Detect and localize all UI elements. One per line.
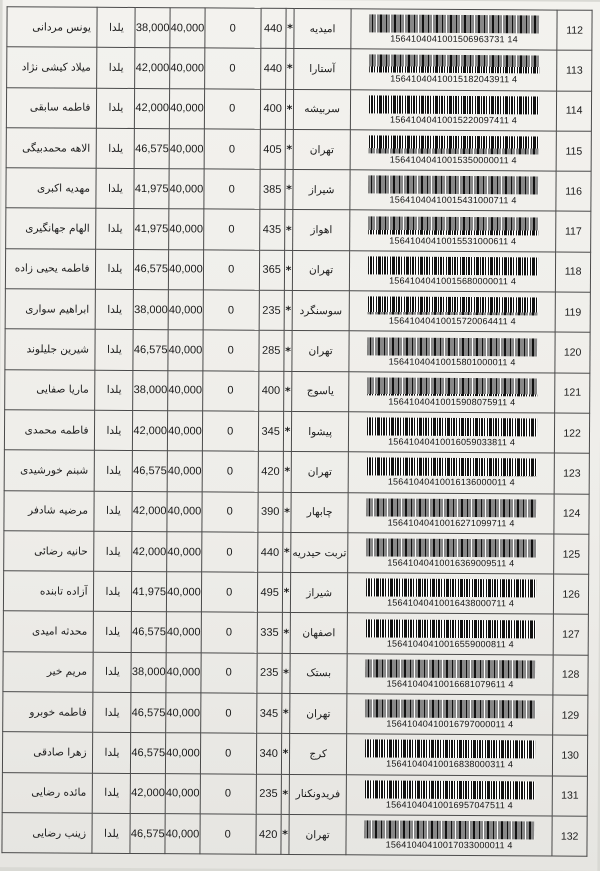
destination-city: تربت حیدریه (291, 532, 348, 573)
recipient-name: شبنم خورشیدی (4, 450, 95, 491)
destination-city: پیشوا (292, 411, 349, 452)
amount-b: 42,000 (135, 88, 170, 129)
destination-city: تهران (290, 693, 347, 734)
mark: * (281, 814, 290, 854)
zero-value: 0 (200, 774, 256, 815)
barcode-cell (348, 492, 554, 534)
weight-value: 400 (258, 371, 283, 411)
barcode-cell (348, 452, 554, 494)
barcode-cell (347, 573, 553, 615)
destination-city: تهران (291, 452, 348, 493)
amount-a: 40,000 (166, 572, 201, 613)
table-row (3, 692, 588, 736)
barcode-number: 15641040410016059033811 4 (388, 436, 516, 448)
shipment-table (1, 6, 592, 857)
mark: * (284, 331, 293, 371)
amount-b: 38,000 (135, 7, 170, 48)
zero-value: 0 (202, 491, 258, 532)
mark: * (284, 290, 293, 330)
zero-value: 0 (204, 169, 260, 210)
destination-city: اصفهان (290, 613, 347, 654)
mark: * (282, 653, 291, 693)
zero-value: 0 (204, 48, 260, 89)
amount-b: 46,575 (131, 693, 166, 734)
barcode-number: 15641040410016369009511 4 (387, 557, 515, 569)
mark: * (285, 129, 294, 169)
table-row (5, 248, 590, 292)
barcode-cell (346, 774, 552, 816)
table-row (6, 208, 591, 252)
destination-city: تهران (292, 331, 349, 372)
amount-b: 46,575 (132, 612, 167, 653)
table-row (6, 168, 591, 212)
zero-value: 0 (202, 451, 258, 492)
barcode-number: 15641040410016271099711 4 (387, 517, 515, 529)
recipient-name: فاطمه سابقی (6, 87, 97, 128)
table-row (2, 772, 587, 816)
package-type: یلدا (93, 773, 131, 814)
destination-city: آستارا (294, 49, 351, 90)
package-type: یلدا (96, 209, 134, 250)
barcode-cell (349, 251, 555, 293)
package-type: یلدا (96, 249, 134, 290)
barcode-image (366, 458, 536, 477)
barcode-number: 15641040410015680000011 4 (389, 275, 517, 287)
recipient-name: زینب رضایی (2, 813, 93, 854)
row-number: 118 (556, 252, 591, 293)
barcode-image (364, 820, 534, 839)
table-row (6, 87, 591, 131)
destination-city: سربیشه (294, 89, 351, 130)
barcode-cell (348, 533, 554, 575)
zero-value: 0 (200, 693, 256, 734)
package-type: یلدا (97, 88, 135, 129)
weight-value: 340 (256, 734, 281, 774)
barcode-image (365, 659, 535, 678)
row-number: 114 (557, 91, 592, 132)
zero-value: 0 (202, 371, 258, 412)
weight-value: 440 (260, 8, 285, 48)
barcode-cell (349, 331, 555, 373)
row-number: 131 (552, 776, 587, 817)
barcode-cell (346, 815, 552, 857)
weight-value: 390 (257, 492, 282, 532)
package-type: یلدا (94, 491, 132, 532)
barcode-image (369, 95, 539, 114)
barcode-cell (351, 49, 557, 91)
recipient-name: الاهه محمدبیگی (6, 128, 97, 169)
weight-value: 235 (256, 653, 281, 693)
barcode-image (365, 700, 535, 719)
weight-value: 345 (256, 693, 281, 733)
barcode-image (367, 418, 537, 437)
weight-value: 435 (259, 210, 284, 250)
amount-b: 46,575 (130, 813, 165, 854)
zero-value: 0 (201, 572, 257, 613)
table-row (3, 651, 588, 695)
barcode-cell (350, 170, 556, 212)
destination-city: تهران (293, 250, 350, 291)
zero-value: 0 (205, 8, 261, 49)
amount-b: 46,575 (131, 733, 166, 774)
recipient-name: فاطمه محمدی (4, 410, 95, 451)
amount-b: 42,000 (132, 491, 167, 532)
amount-a: 40,000 (170, 8, 205, 49)
package-type: یلدا (95, 451, 133, 492)
table-row (5, 289, 590, 333)
zero-value: 0 (203, 250, 259, 291)
package-type: یلدا (95, 410, 133, 451)
recipient-name: شیرین جلیلوند (5, 329, 96, 370)
weight-value: 235 (259, 290, 284, 330)
mark: * (282, 573, 291, 613)
amount-a: 40,000 (167, 411, 202, 452)
amount-b: 42,000 (132, 531, 167, 572)
weight-value: 345 (258, 411, 283, 451)
recipient-name: مریم خیر (3, 651, 94, 692)
amount-a: 40,000 (168, 249, 203, 290)
zero-value: 0 (202, 411, 258, 452)
mark: * (282, 613, 291, 653)
amount-a: 40,000 (166, 733, 201, 774)
destination-city: اهواز (293, 210, 350, 251)
barcode-image (365, 740, 535, 759)
recipient-name: زهرا صادقی (2, 732, 93, 773)
barcode-number: 15641040410015350000011 4 (389, 154, 517, 166)
recipient-name: الهام جهانگیری (6, 208, 97, 249)
recipient-name: فاطمه یحیی زاده (5, 248, 96, 289)
barcode-image (369, 15, 539, 34)
row-number: 126 (554, 574, 589, 615)
recipient-name: ماریا صفایی (5, 369, 96, 410)
mark: * (281, 693, 290, 733)
amount-b: 46,575 (133, 330, 168, 371)
recipient-name: یونس مردانی (7, 7, 98, 48)
zero-value: 0 (201, 612, 257, 653)
package-type: یلدا (93, 652, 131, 693)
barcode-image (368, 216, 538, 235)
barcode-cell (351, 9, 557, 51)
weight-value: 440 (257, 532, 282, 572)
weight-value: 235 (256, 774, 281, 814)
table-row (5, 329, 590, 373)
package-type: یلدا (93, 733, 131, 774)
amount-b: 41,975 (134, 209, 169, 250)
amount-b: 38,000 (131, 652, 166, 693)
mark: * (282, 532, 291, 572)
destination-city: یاسوج (292, 371, 349, 412)
amount-a: 40,000 (169, 209, 204, 250)
row-number: 127 (553, 615, 588, 656)
table-row (4, 410, 589, 454)
mark: * (285, 89, 294, 129)
package-type: یلدا (94, 531, 132, 572)
destination-city: کرج (290, 734, 347, 775)
weight-value: 285 (258, 331, 283, 371)
package-type: یلدا (92, 813, 130, 854)
package-type: یلدا (97, 128, 135, 169)
row-number: 113 (557, 50, 592, 91)
row-number: 117 (556, 212, 591, 253)
package-type: یلدا (95, 330, 133, 371)
table-row (3, 611, 588, 655)
barcode-cell (347, 613, 553, 655)
package-type: یلدا (94, 612, 132, 653)
destination-city: امیدیه (294, 8, 351, 49)
amount-a: 40,000 (166, 612, 201, 653)
amount-a: 40,000 (169, 129, 204, 170)
recipient-name: مهدیه اکبری (6, 168, 97, 209)
table-row (6, 128, 591, 172)
amount-a: 40,000 (167, 532, 202, 573)
table-row (2, 813, 587, 857)
barcode-number: 15641040410015801000011 4 (388, 356, 516, 367)
barcode-image (366, 538, 536, 557)
amount-a: 40,000 (170, 48, 205, 89)
table-row (7, 7, 592, 51)
amount-a: 40,000 (168, 370, 203, 411)
package-type: یلدا (94, 571, 132, 612)
mark: * (283, 452, 292, 492)
zero-value: 0 (200, 814, 256, 855)
destination-city: فریدونکنار (289, 774, 346, 815)
barcode-image (366, 498, 536, 517)
amount-a: 40,000 (165, 814, 200, 855)
zero-value: 0 (204, 89, 260, 130)
amount-b: 38,000 (133, 290, 168, 331)
row-number: 123 (554, 453, 589, 494)
barcode-image (369, 55, 539, 74)
amount-a: 40,000 (169, 88, 204, 129)
mark: * (284, 210, 293, 250)
row-number: 125 (554, 534, 589, 575)
table-row (4, 450, 589, 494)
barcode-image (368, 176, 538, 195)
zero-value: 0 (201, 653, 257, 694)
amount-a: 40,000 (167, 491, 202, 532)
recipient-name: حانیه رضائی (4, 531, 95, 572)
amount-b: 42,000 (131, 773, 166, 814)
destination-city: بستک (290, 653, 347, 694)
weight-value: 385 (259, 169, 284, 209)
package-type: یلدا (96, 168, 134, 209)
table-row (5, 369, 590, 413)
amount-b: 42,000 (133, 410, 168, 451)
amount-b: 38,000 (133, 370, 168, 411)
row-number: 122 (555, 413, 590, 454)
table-row (2, 732, 587, 776)
weight-value: 420 (255, 814, 280, 854)
barcode-cell (350, 89, 556, 131)
barcode-cell (350, 210, 556, 252)
barcode-number: 15641040410015531000611 4 (389, 235, 517, 246)
weight-value: 365 (259, 250, 284, 290)
zero-value: 0 (204, 129, 260, 170)
destination-city: شیراز (293, 170, 350, 211)
weight-value: 495 (257, 572, 282, 612)
zero-value: 0 (201, 532, 257, 573)
package-type: یلدا (97, 48, 135, 89)
amount-b: 46,575 (134, 249, 169, 290)
recipient-name: فاطمه خوبرو (3, 692, 94, 733)
barcode-image (368, 256, 538, 275)
weight-value: 405 (260, 129, 285, 169)
recipient-name: مرضیه شادفر (4, 490, 95, 531)
recipient-name: محدثه امیدی (3, 611, 94, 652)
weight-value: 440 (260, 49, 285, 89)
package-type: یلدا (95, 370, 133, 411)
amount-b: 46,575 (133, 451, 168, 492)
barcode-image (364, 780, 534, 799)
barcode-number: 15641040410016438000711 4 (387, 597, 515, 609)
barcode-image (367, 377, 537, 396)
barcode-number: 15641040410015431000711 4 (389, 194, 517, 206)
row-number: 120 (555, 332, 590, 373)
recipient-name: ابراهیم سواری (5, 289, 96, 330)
barcode-number: 15641040410016797000011 4 (386, 718, 514, 730)
barcode-number: 15641040410016957047511 4 (385, 799, 513, 811)
amount-a: 40,000 (167, 451, 202, 492)
mark: * (283, 371, 292, 411)
barcode-number: 15641040410016681079611 4 (386, 678, 514, 690)
barcode-cell (347, 654, 553, 696)
barcode-cell (349, 291, 555, 333)
row-number: 124 (554, 494, 589, 535)
mark: * (281, 734, 290, 774)
package-type: یلدا (93, 692, 131, 733)
recipient-name: مائده رضایی (2, 772, 93, 813)
zero-value: 0 (203, 209, 259, 250)
weight-value: 400 (260, 89, 285, 129)
mark: * (284, 250, 293, 290)
barcode-image (367, 337, 537, 356)
amount-b: 41,975 (134, 169, 169, 210)
amount-a: 40,000 (168, 290, 203, 331)
barcode-number: 15641040410016136000011 4 (387, 476, 515, 488)
recipient-name: آزاده تابنده (3, 571, 94, 612)
barcode-number: 15641040410017033000011 4 (385, 839, 513, 851)
mark: * (283, 492, 292, 532)
barcode-image (367, 297, 537, 316)
row-number: 119 (555, 292, 590, 333)
row-number: 130 (553, 735, 588, 776)
table-body (2, 7, 592, 857)
row-number: 128 (553, 655, 588, 696)
destination-city: شیراز (291, 573, 348, 614)
barcode-cell (347, 694, 553, 736)
table-row (3, 571, 588, 615)
table-row (7, 47, 592, 91)
amount-b: 41,975 (132, 572, 167, 613)
row-number: 129 (553, 695, 588, 736)
mark: * (285, 49, 294, 89)
destination-city: تهران (293, 129, 350, 170)
package-type: یلدا (97, 7, 135, 48)
package-type: یلدا (96, 289, 134, 330)
barcode-cell (348, 412, 554, 454)
amount-a: 40,000 (166, 693, 201, 734)
barcode-number: 15641040410015182043911 4 (390, 73, 518, 85)
barcode-cell (346, 734, 552, 776)
row-number: 116 (556, 171, 591, 212)
mark: * (285, 170, 294, 210)
barcode-image (365, 619, 535, 638)
recipient-name: میلاد کیشی نژاد (7, 47, 98, 88)
zero-value: 0 (203, 290, 259, 331)
weight-value: 335 (257, 613, 282, 653)
mark: * (283, 411, 292, 451)
mark: * (281, 774, 290, 814)
barcode-number: 15641040410015908075911 4 (388, 396, 516, 408)
barcode-image (368, 135, 538, 154)
amount-a: 40,000 (165, 773, 200, 814)
barcode-number: 15641040410016838000311 4 (386, 759, 514, 770)
table-row (4, 490, 589, 534)
destination-city: تهران (289, 814, 346, 855)
row-number: 132 (552, 816, 587, 857)
table-row (4, 531, 589, 575)
barcode-number: 15641040410015220097411 4 (390, 114, 518, 126)
mark: * (286, 8, 295, 48)
amount-b: 46,575 (134, 128, 169, 169)
barcode-number: 15641040410016559000811 4 (386, 638, 514, 649)
barcode-image (366, 579, 536, 598)
barcode-cell (349, 371, 555, 413)
amount-a: 40,000 (168, 330, 203, 371)
zero-value: 0 (200, 733, 256, 774)
amount-b: 42,000 (135, 48, 170, 89)
destination-city: سوسنگرد (292, 291, 349, 332)
amount-a: 40,000 (166, 652, 201, 693)
row-number: 121 (555, 373, 590, 414)
weight-value: 420 (258, 452, 283, 492)
barcode-number: 15641040410015720064411 4 (388, 315, 516, 327)
row-number: 112 (557, 10, 592, 51)
barcode-number: 1564104041001506963731 14 (390, 33, 518, 45)
destination-city: چابهار (291, 492, 348, 533)
row-number: 115 (556, 131, 591, 172)
barcode-cell (350, 130, 556, 172)
amount-a: 40,000 (169, 169, 204, 210)
zero-value: 0 (203, 330, 259, 371)
